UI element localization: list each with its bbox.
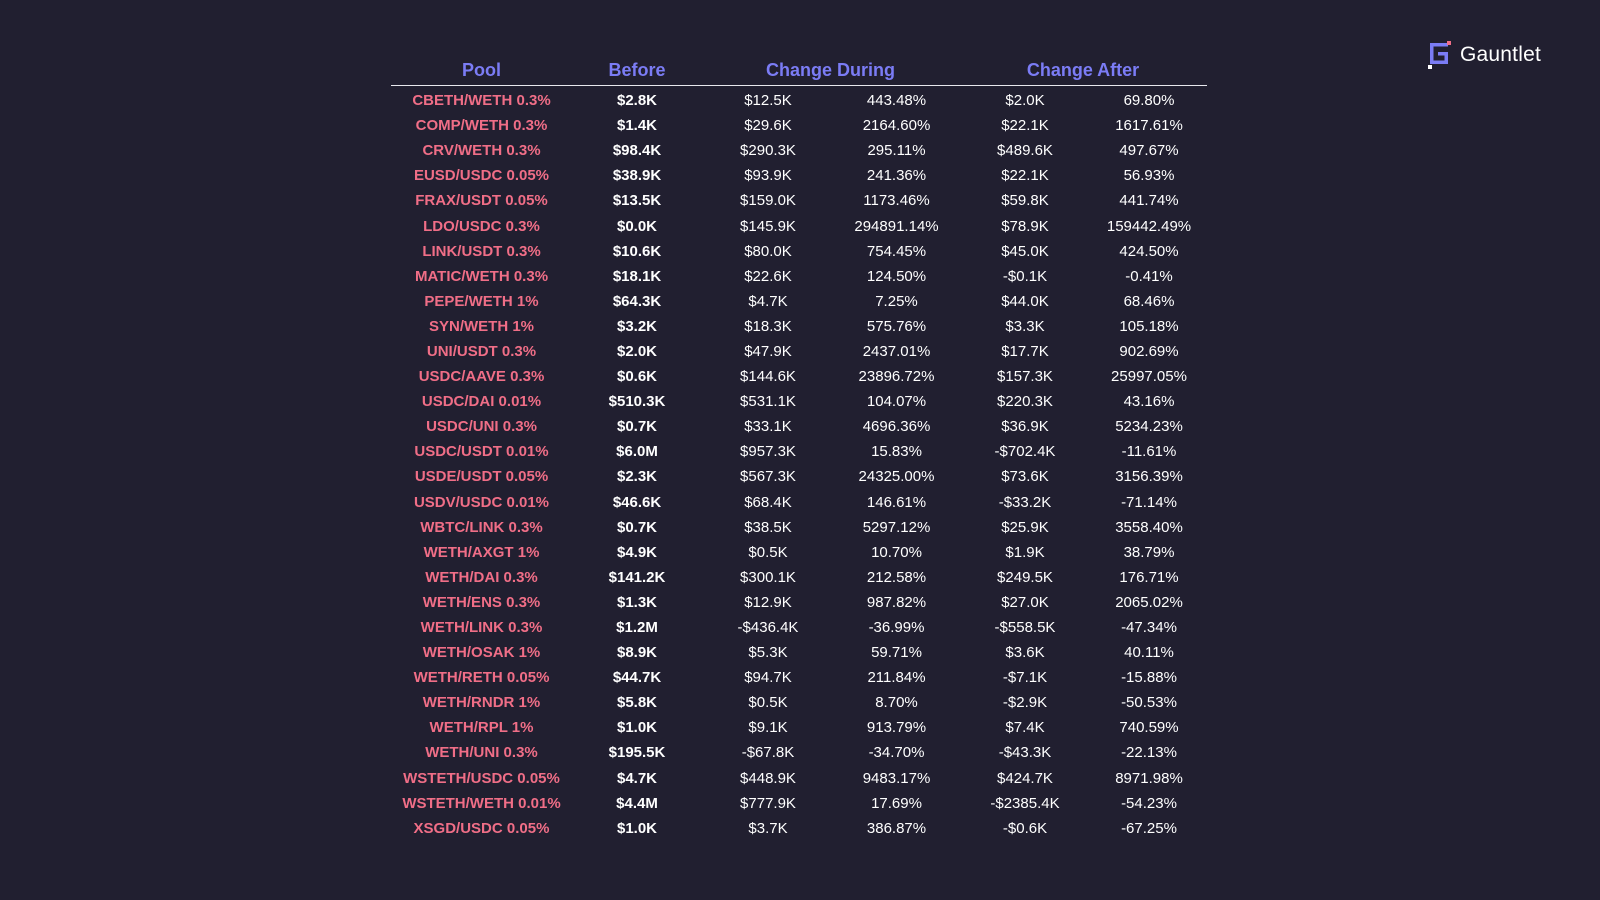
cell-before: $195.5K [608,744,666,762]
cell-change-during-pct: 295.11% [867,142,926,160]
cell-change-after-usd: $3.3K [1005,317,1045,335]
cell-change-after-usd: $1.9K [1005,543,1045,561]
table-header-row [391,55,1207,86]
pool-table-container [391,55,1207,841]
cell-change-during-pct: 386.87% [866,819,927,837]
cell-change-after-usd: -$0.1K [1002,267,1048,285]
cell-pool: UNI/USDT 0.3% [426,342,537,360]
cell-change-during-pct: 5297.12% [862,518,931,536]
table-row [391,86,1207,114]
cell-pool: USDC/AAVE 0.3% [418,368,545,386]
cell-change-after-pct: -67.25% [1121,819,1177,837]
cell-before: $46.6K [612,493,662,511]
cell-pool: WETH/RNDR 1% [422,694,541,712]
cell-pool: WBTC/LINK 0.3% [420,518,543,536]
cell-change-during-usd: $531.1K [740,393,796,411]
cell-change-during-usd: $29.6K [744,117,792,135]
cell-before: $1.3K [616,593,658,611]
cell-pool: FRAX/USDT 0.05% [415,192,548,210]
cell-pool: WETH/RPL 1% [429,719,534,737]
cell-before: $13.5K [612,192,662,210]
cell-change-during-usd: -$436.4K [737,619,799,637]
cell-pool: LDO/USDC 0.3% [423,217,540,235]
cell-change-after-pct: 3558.40% [1115,518,1183,536]
table-row [391,464,1207,489]
cell-change-during-pct: 294891.14% [854,217,939,235]
cell-pool: SYN/WETH 1% [428,317,534,335]
table-row [391,389,1207,414]
cell-before: $1.0K [616,819,658,837]
cell-change-during-pct: 146.61% [866,493,927,511]
cell-pool: WETH/RETH 0.05% [413,669,550,687]
cell-change-after-pct: -54.23% [1121,794,1177,812]
cell-change-after-pct: 5234.23% [1115,418,1183,436]
cell-before: $2.3K [616,468,658,486]
table-row [391,213,1207,238]
cell-pool: WETH/AXGT 1% [423,543,540,561]
cell-change-during-pct: -36.99% [868,619,925,637]
cell-before: $98.4K [612,142,662,160]
cell-before: $18.1K [612,267,662,285]
cell-pool: USDC/UNI 0.3% [426,418,537,436]
cell-pool: EUSD/USDC 0.05% [413,167,550,185]
cell-change-after-pct: -0.41% [1125,267,1173,285]
cell-change-after-usd: $249.5K [997,568,1053,586]
cell-before: $4.9K [616,543,658,561]
cell-pool: USDC/DAI 0.01% [421,393,542,411]
table-row [391,540,1207,565]
cell-change-during-usd: $93.9K [744,167,792,185]
cell-change-after-usd: -$43.3K [998,744,1052,762]
cell-pool: CBETH/WETH 0.3% [412,92,551,110]
cell-pool: WETH/OSAK 1% [422,644,541,662]
cell-change-during-usd: $159.0K [740,192,796,210]
cell-change-during-pct: 211.84% [867,669,926,687]
cell-change-after-usd: -$2.9K [1002,694,1048,712]
table-row [391,314,1207,339]
cell-pool: USDV/USDC 0.01% [413,493,550,511]
cell-before: $0.0K [616,217,658,235]
cell-change-during-usd: $22.6K [744,267,792,285]
cell-before: $0.7K [616,518,658,536]
cell-change-after-usd: $45.0K [1001,242,1049,260]
cell-change-after-pct: 105.18% [1119,317,1179,335]
cell-change-after-pct: 68.46% [1123,292,1175,310]
cell-pool: LINK/USDT 0.3% [422,242,541,260]
cell-change-after-pct: 441.74% [1119,192,1179,210]
cell-change-during-usd: $145.9K [740,217,796,235]
cell-change-after-usd: $59.8K [1001,192,1049,210]
cell-change-after-usd: $22.1K [1001,167,1049,185]
cell-change-during-pct: 15.83% [871,443,922,461]
cell-change-during-pct: 104.07% [866,393,927,411]
cell-before: $141.2K [608,568,666,586]
header-change-after: Change After [959,55,1207,86]
cell-change-after-pct: -50.53% [1121,694,1177,712]
table-row [391,590,1207,615]
gauntlet-logo-icon [1428,41,1452,69]
cell-change-after-pct: 740.59% [1119,719,1179,737]
cell-before: $6.0M [616,443,658,461]
cell-change-after-usd: $3.6K [1005,644,1045,662]
cell-pool: MATIC/WETH 0.3% [414,267,549,285]
cell-change-after-pct: 902.69% [1119,342,1179,360]
gauntlet-logo [1428,40,1541,70]
table-row [391,565,1207,590]
table-row [391,188,1207,213]
table-row [391,640,1207,665]
cell-pool: COMP/WETH 0.3% [415,117,548,135]
cell-pool: USDC/USDT 0.01% [414,443,549,461]
cell-change-during-usd: $12.9K [744,593,792,611]
cell-change-during-pct: 913.79% [866,719,927,737]
cell-change-during-pct: 8.70% [875,694,918,712]
brand-name: Gauntlet [1460,43,1541,66]
cell-change-during-usd: $0.5K [748,543,788,561]
table-row [391,740,1207,765]
cell-change-during-pct: 4696.36% [862,418,931,436]
cell-change-after-usd: $17.7K [1001,342,1049,360]
cell-before: $0.7K [616,418,658,436]
cell-before: $1.2M [616,619,658,637]
cell-change-after-usd: $489.6K [997,142,1053,160]
pool-table [391,55,1207,841]
cell-change-after-pct: 43.16% [1123,393,1175,411]
cell-change-after-pct: 40.11% [1124,644,1174,662]
cell-change-after-pct: 38.79% [1123,543,1175,561]
cell-change-after-usd: $22.1K [1001,117,1049,135]
cell-before: $3.2K [616,317,658,335]
cell-change-during-usd: $957.3K [740,443,796,461]
table-row [391,138,1207,163]
cell-before: $4.7K [616,769,658,787]
cell-change-after-usd: $44.0K [1001,292,1049,310]
cell-change-after-usd: $424.7K [997,769,1053,787]
cell-change-during-usd: $300.1K [740,568,796,586]
table-row [391,289,1207,314]
cell-change-after-pct: 2065.02% [1115,593,1183,611]
cell-pool: USDE/USDT 0.05% [414,468,549,486]
cell-change-after-pct: -22.13% [1121,744,1177,762]
cell-change-after-pct: 69.80% [1123,92,1175,110]
header-pool: Pool [391,55,572,86]
cell-pool: XSGD/USDC 0.05% [413,819,550,837]
cell-change-during-pct: 2164.60% [862,117,931,135]
cell-change-during-pct: 575.76% [866,317,927,335]
cell-change-during-pct: 1173.46% [863,192,930,210]
cell-change-after-pct: 3156.39% [1115,468,1183,486]
header-before: Before [572,55,702,86]
cell-before: $0.6K [616,368,658,386]
cell-pool: WETH/ENS 0.3% [422,593,541,611]
cell-change-during-pct: 17.69% [871,794,922,812]
cell-change-after-pct: 176.71% [1119,568,1179,586]
cell-change-during-usd: $3.7K [748,819,788,837]
cell-change-during-usd: $144.6K [740,368,796,386]
cell-change-after-pct: -71.14% [1121,493,1177,511]
cell-change-after-usd: $157.3K [997,368,1053,386]
cell-change-after-usd: $27.0K [1001,593,1049,611]
cell-change-after-usd: -$33.2K [998,493,1052,511]
cell-before: $10.6K [612,242,662,260]
table-row [391,364,1207,389]
cell-pool: WSTETH/WETH 0.01% [402,794,561,812]
cell-change-after-pct: 424.50% [1119,242,1179,260]
cell-change-during-pct: 443.48% [866,92,927,110]
table-row [391,791,1207,816]
cell-change-during-usd: $448.9K [740,769,796,787]
cell-change-after-usd: $36.9K [1001,418,1049,436]
cell-change-during-usd: $9.1K [748,719,788,737]
cell-change-during-pct: 2437.01% [862,342,931,360]
cell-before: $2.8K [616,92,658,110]
table-row [391,715,1207,740]
cell-change-after-usd: -$558.5K [994,619,1056,637]
cell-before: $2.0K [616,342,658,360]
header-change-during: Change During [702,55,959,86]
cell-change-during-usd: -$67.8K [741,744,795,762]
cell-change-during-usd: $68.4K [744,493,792,511]
cell-change-after-pct: 159442.49% [1106,217,1192,235]
table-row [391,414,1207,439]
table-row [391,816,1207,841]
cell-pool: PEPE/WETH 1% [424,292,539,310]
cell-change-after-usd: -$702.4K [994,443,1056,461]
table-body [391,86,1207,841]
table-row [391,615,1207,640]
cell-change-during-pct: 10.70% [871,543,922,561]
cell-before: $64.3K [612,292,662,310]
cell-change-during-pct: 212.58% [866,568,927,586]
cell-pool: WSTETH/USDC 0.05% [403,769,560,787]
cell-change-during-usd: $5.3K [748,644,788,662]
cell-change-after-pct: 497.67% [1119,142,1179,160]
cell-change-during-pct: -34.70% [868,744,925,762]
cell-change-after-pct: 56.93% [1123,167,1175,185]
cell-change-during-usd: $567.3K [740,468,796,486]
table-row [391,113,1207,138]
cell-change-during-pct: 59.71% [871,644,922,662]
cell-pool: WETH/DAI 0.3% [425,568,538,586]
table-row [391,339,1207,364]
cell-change-during-pct: 7.25% [875,292,918,310]
table-row [391,239,1207,264]
cell-change-during-usd: $94.7K [744,669,792,687]
cell-change-after-usd: $7.4K [1005,719,1045,737]
table-row [391,163,1207,188]
cell-change-during-pct: 124.50% [866,267,927,285]
cell-before: $1.4K [616,117,658,135]
table-row [391,766,1207,791]
cell-change-during-pct: 23896.72% [858,368,935,386]
cell-before: $8.9K [616,644,658,662]
cell-before: $5.8K [616,694,658,712]
cell-change-during-usd: $290.3K [740,142,796,160]
cell-change-after-usd: -$2385.4K [990,794,1060,812]
table-row [391,665,1207,690]
cell-before: $44.7K [612,669,662,687]
cell-change-after-usd: $220.3K [997,393,1053,411]
cell-before: $1.0K [616,719,658,737]
cell-change-during-usd: $12.5K [744,92,792,110]
cell-change-after-pct: 1617.61% [1115,117,1183,135]
cell-before: $38.9K [612,167,662,185]
cell-pool: WETH/UNI 0.3% [425,744,538,762]
cell-change-after-usd: $78.9K [1001,217,1049,235]
cell-change-during-usd: $4.7K [748,292,788,310]
cell-change-during-pct: 754.45% [866,242,927,260]
table-row [391,439,1207,464]
cell-change-during-usd: $33.1K [744,418,792,436]
cell-change-during-usd: $18.3K [744,317,792,335]
cell-change-during-usd: $80.0K [744,242,792,260]
cell-change-during-usd: $777.9K [740,794,796,812]
cell-change-during-usd: $38.5K [744,518,792,536]
cell-change-after-pct: -11.61% [1121,443,1177,461]
cell-change-after-pct: -15.88% [1121,669,1177,687]
cell-pool: WETH/LINK 0.3% [420,619,543,637]
cell-change-during-pct: 241.36% [866,167,927,185]
cell-before: $4.4M [616,794,658,812]
cell-pool: CRV/WETH 0.3% [422,142,541,160]
cell-change-during-usd: $47.9K [744,342,792,360]
cell-change-during-pct: 9483.17% [862,769,931,787]
cell-change-after-usd: $73.6K [1001,468,1049,486]
cell-change-after-usd: -$0.6K [1002,819,1048,837]
cell-before: $510.3K [608,393,666,411]
cell-change-after-usd: -$7.1K [1002,669,1048,687]
table-row [391,515,1207,540]
table-row [391,490,1207,515]
cell-change-after-pct: -47.34% [1121,619,1177,637]
cell-change-after-pct: 25997.05% [1111,368,1187,386]
cell-change-during-pct: 24325.00% [858,468,935,486]
cell-change-after-pct: 8971.98% [1115,769,1183,787]
cell-change-after-usd: $25.9K [1001,518,1049,536]
cell-change-during-pct: 987.82% [866,593,927,611]
table-row [391,264,1207,289]
cell-change-after-usd: $2.0K [1005,92,1045,110]
cell-change-during-usd: $0.5K [748,694,788,712]
table-row [391,690,1207,715]
